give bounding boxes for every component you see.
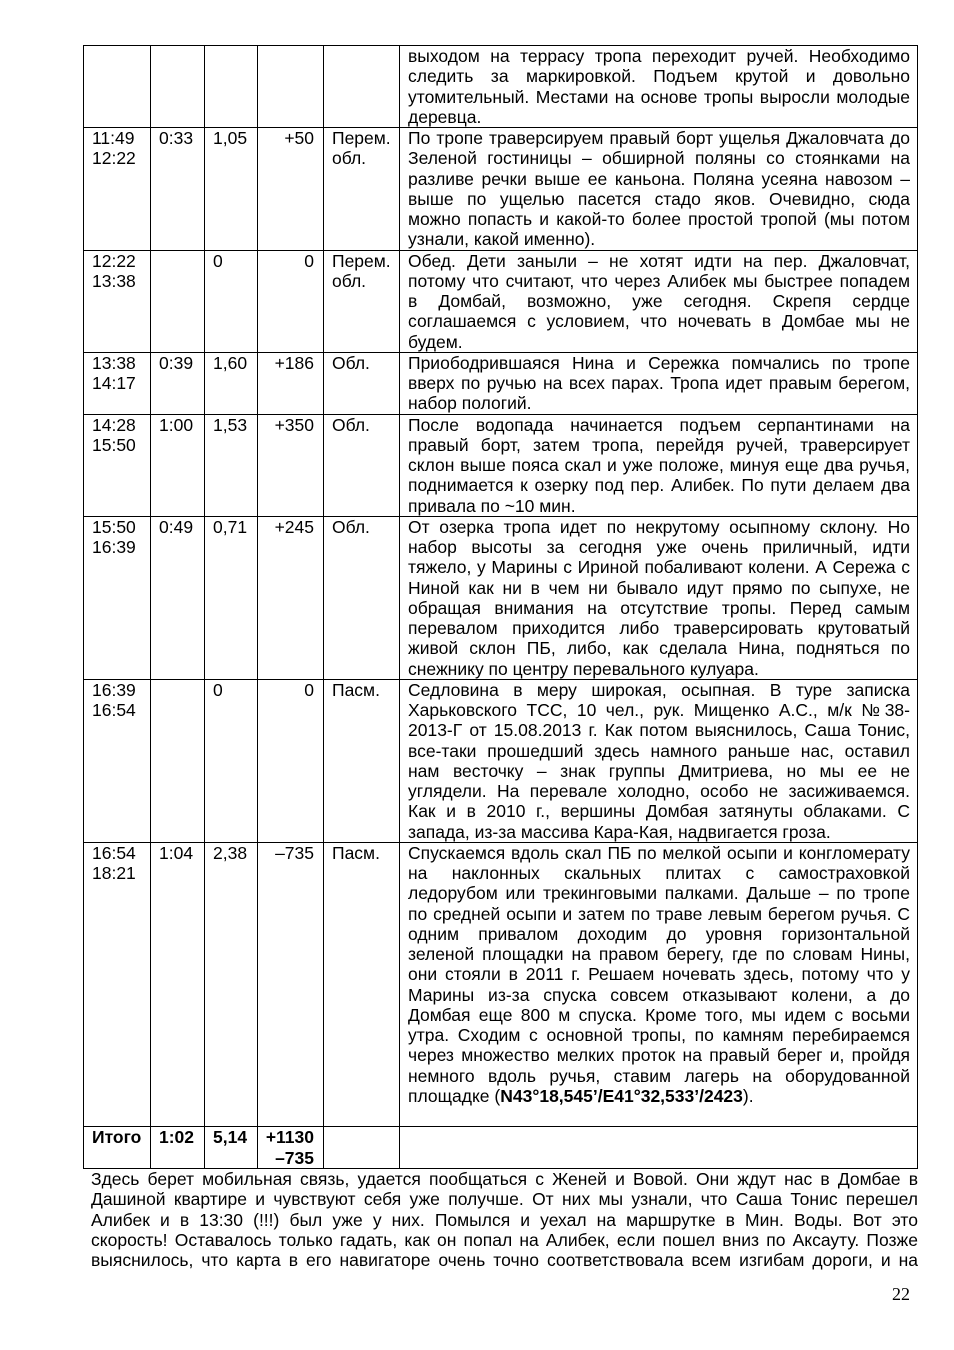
table-row bbox=[84, 842, 918, 1127]
time-start: 11:49 bbox=[92, 128, 135, 148]
description-line: Спускаемся вдоль скал ПБ по мелкой осыпи и конгломерату bbox=[408, 842, 910, 863]
total-description-cell bbox=[400, 1127, 918, 1169]
description-line: привала по ~10 мин. bbox=[408, 495, 576, 516]
description-line: немного вдоль ручья, ставим лагерь на оборудованной bbox=[408, 1065, 910, 1086]
table-row bbox=[84, 516, 918, 679]
time-cell bbox=[84, 128, 151, 251]
description-line: они стояли в 2011 г. Решаем ночевать здесь, потому что у bbox=[408, 964, 910, 985]
description-line: Зеленой гостиницы – обширной поляны со стоянками на bbox=[408, 148, 910, 169]
time-cell bbox=[84, 352, 151, 414]
description-line: перевалом приходится либо траверсировать крутоватый bbox=[408, 618, 910, 638]
description-line: тяжело, у Марины с Ириной побаливают колени. А Сережа с bbox=[408, 557, 910, 578]
total-distance: 5,14 bbox=[205, 1127, 258, 1169]
description-line bbox=[408, 1106, 910, 1126]
description-line: снежнику по центру перевального кулуара. bbox=[408, 658, 759, 679]
time-end: 16:54 bbox=[92, 700, 136, 720]
description-cell bbox=[400, 679, 918, 842]
after-table-paragraph bbox=[91, 1169, 918, 1270]
description-line: Обед. Дети заныли – не хотят идти на пер. Джаловчат, bbox=[408, 250, 910, 271]
description-line: поднимается к озерку под пер. Алибек. По пути делаем два bbox=[408, 475, 910, 496]
time-start: 12:22 bbox=[92, 250, 136, 271]
description-line: следить за маркировкой. Подъем крутой и довольно bbox=[408, 66, 910, 87]
duration-cell bbox=[151, 679, 205, 842]
description-line: зеленой площадки на правом берегу, где по словам Нины, bbox=[408, 944, 910, 964]
total-elevation-down: –735 bbox=[275, 1147, 314, 1168]
table-row bbox=[84, 679, 918, 842]
description-line: живой склон ПБ, либо, как сделала Нина, подняться по bbox=[408, 638, 910, 659]
time-cell bbox=[84, 414, 151, 516]
description-line: запада, из-за массива Кара-Кая, надвигается гроза. bbox=[408, 821, 831, 842]
description-line: выходом на террасу тропа переходит ручей. Необходимо bbox=[408, 46, 910, 66]
distance-cell: 0 bbox=[205, 250, 258, 352]
time-end: 14:17 bbox=[92, 373, 136, 393]
description-line: выше по ущелью пасется стадо яков. Очевидно, сюда bbox=[408, 188, 910, 209]
time-cell bbox=[84, 46, 151, 128]
duration-cell: 1:04 bbox=[151, 842, 205, 1127]
table-row bbox=[84, 128, 918, 251]
description-cell bbox=[400, 842, 918, 1127]
duration-cell: 0:33 bbox=[151, 128, 205, 251]
description-line bbox=[408, 1086, 910, 1106]
elevation-cell bbox=[258, 46, 324, 128]
duration-cell: 1:00 bbox=[151, 414, 205, 516]
time-end: 15:50 bbox=[92, 434, 136, 455]
weather-cell bbox=[324, 46, 400, 128]
description-line: соглашаемся с условием, что ночевать в Домбае мы не bbox=[408, 311, 910, 332]
distance-cell: 2,38 bbox=[205, 842, 258, 1127]
time-end: 18:21 bbox=[92, 863, 136, 883]
description-line: От озерка тропа идет по некрутому осыпному склону. Но bbox=[408, 516, 910, 537]
description-segment: ). bbox=[742, 1085, 754, 1106]
route-table-total bbox=[84, 1127, 918, 1169]
description-line: Как и в 2010 г., вершины Домбая затянуты облаками. С bbox=[408, 801, 910, 822]
description-line: нам весточку – знак группы Дмитриева, но мы ее не bbox=[408, 760, 910, 781]
duration-cell bbox=[151, 46, 205, 128]
description-line: набор пологий. bbox=[408, 393, 532, 414]
description-line: узнали, какой именно). bbox=[408, 229, 596, 250]
description-line: правый борт, затем тропа, перейдя ручей, траверсирует bbox=[408, 434, 910, 455]
weather-cell: Обл. bbox=[324, 352, 400, 414]
table-row bbox=[84, 46, 918, 128]
description-cell bbox=[400, 46, 918, 128]
total-elevation bbox=[258, 1127, 324, 1169]
paragraph-line: выяснилось, что карта в его навигаторе очень точно соответствовала всем изгибам дороги, и на bbox=[91, 1250, 918, 1270]
table-row bbox=[84, 414, 918, 516]
elevation-cell: +245 bbox=[258, 516, 324, 679]
description-line: По тропе траверсируем правый борт ущелья Джаловчата до bbox=[408, 128, 910, 148]
description-line: вверх по ручью на всех парах. Тропа идет правым берегом, bbox=[408, 373, 910, 393]
description-segment: площадке ( bbox=[408, 1085, 501, 1106]
elevation-cell: 0 bbox=[258, 250, 324, 352]
distance-cell: 0,71 bbox=[205, 516, 258, 679]
time-end: 13:38 bbox=[92, 270, 136, 291]
description-line: Харьковского ТСС, 10 чел., рук. Мищенко А.С., м/к №38- bbox=[408, 700, 910, 720]
paragraph-line: Дашиной квартире и чувствуют себя уже получше. От них мы узнали, что Саша Тонис перешел bbox=[91, 1189, 918, 1210]
total-row bbox=[84, 1127, 918, 1169]
distance-cell: 0 bbox=[205, 679, 258, 842]
time-cell bbox=[84, 516, 151, 679]
description-line: склон выше пояса скал и уже положе, минуя еще два ручья, bbox=[408, 455, 910, 475]
description-line: Ниной как ни в чем ни бывало идут прямо по сыпухе, не bbox=[408, 577, 910, 598]
description-line: 2013-Г от 15.08.2013 г. Как потом выяснилось, Саша Тонис, bbox=[408, 720, 910, 741]
total-elevation-up: +1130 bbox=[265, 1127, 314, 1148]
distance-cell: 1,60 bbox=[205, 352, 258, 414]
route-table-body bbox=[84, 46, 918, 1127]
description-line: Седловина в меру широкая, осыпная. В туре записка bbox=[408, 679, 910, 700]
description-line: обращая внимания на отсутствие тропы. Перед самым bbox=[408, 597, 910, 618]
description-line: После водопада начинается подъем серпантинами на bbox=[408, 414, 910, 435]
weather-cell: Обл. bbox=[324, 516, 400, 679]
duration-cell bbox=[151, 250, 205, 352]
description-line: утра. Сходим с основной тропы, по камням перебираемся bbox=[408, 1025, 910, 1045]
description-line: будем. bbox=[408, 331, 463, 352]
description-cell bbox=[400, 414, 918, 516]
table-row bbox=[84, 352, 918, 414]
description-line: ледорубом или трекинговыми палками. Дальше – по тропе bbox=[408, 883, 910, 904]
total-duration: 1:02 bbox=[151, 1127, 205, 1169]
description-line: все-таки прошедший здесь намного раньше нас, оставил bbox=[408, 740, 910, 761]
weather-cell: Пасм. bbox=[324, 679, 400, 842]
description-line: Приободрившаяся Нина и Сережка помчались по тропе bbox=[408, 352, 910, 373]
description-line: одним привалом доходим до уровня горизонтальной bbox=[408, 923, 910, 944]
description-cell bbox=[400, 516, 918, 679]
elevation-cell: +186 bbox=[258, 352, 324, 414]
time-cell bbox=[84, 842, 151, 1127]
time-start: 16:39 bbox=[92, 679, 136, 700]
time-start: 15:50 bbox=[92, 516, 136, 537]
description-line: утомительный. Местами на основе тропы выросли молодые bbox=[408, 86, 910, 107]
total-weather-cell bbox=[324, 1127, 400, 1169]
description-line: можно попасть и какой-то более простой тропой (мы потом bbox=[408, 209, 910, 229]
time-cell bbox=[84, 679, 151, 842]
description-line: потому что считают, что через Алибек мы быстрее попадем bbox=[408, 270, 910, 291]
elevation-cell: +50 bbox=[258, 128, 324, 251]
distance-cell: 1,53 bbox=[205, 414, 258, 516]
description-line: Марины из-за спуска совсем отказывают колени, а до bbox=[408, 984, 910, 1005]
description-cell bbox=[400, 128, 918, 251]
weather-cell: Пасм. bbox=[324, 842, 400, 1127]
duration-cell: 0:39 bbox=[151, 352, 205, 414]
time-start: 14:28 bbox=[92, 414, 136, 435]
time-end: 12:22 bbox=[92, 148, 136, 169]
time-start: 13:38 bbox=[92, 352, 136, 373]
elevation-cell: 0 bbox=[258, 679, 324, 842]
paragraph-line: Здесь берет мобильная связь, удается пообщаться с Женей и Вовой. Они ждут нас в Домбае в bbox=[91, 1169, 918, 1189]
description-line: по средней осыпи и затем по траве левым берегом ручья. С bbox=[408, 903, 910, 924]
weather-cell: Перем. обл. bbox=[324, 128, 400, 251]
time-start: 16:54 bbox=[92, 842, 136, 863]
distance-cell: 1,05 bbox=[205, 128, 258, 251]
coordinates-text: N43°18,545’/E41°32,533’/2423 bbox=[500, 1085, 743, 1106]
description-line: в Домбай, возможно, уже сегодня. Скрепя сердце bbox=[408, 291, 910, 311]
duration-cell: 0:49 bbox=[151, 516, 205, 679]
elevation-cell: –735 bbox=[258, 842, 324, 1127]
description-line: на наклонных скальных плитах с самостраховкой bbox=[408, 863, 910, 883]
distance-cell bbox=[205, 46, 258, 128]
description-line: набор высоты за сегодня уже очень приличный, идти bbox=[408, 537, 910, 557]
page-number: 22 bbox=[892, 1284, 910, 1304]
paragraph-line: скорость! Оставалось только гадать, как он попал на Алибек, если пошел вниз по Аксауту. Позже bbox=[91, 1229, 918, 1250]
time-end: 16:39 bbox=[92, 537, 136, 557]
description-line: углядели. На перевале холодно, особо не засиживаемся. bbox=[408, 781, 910, 801]
description-cell bbox=[400, 250, 918, 352]
description-line: через множество мелких проток на правый берег и, пройдя bbox=[408, 1045, 910, 1066]
description-line: разливе речки выше ее каньона. Поляна усеяна навозом – bbox=[408, 168, 910, 189]
weather-cell: Обл. bbox=[324, 414, 400, 516]
table-row bbox=[84, 250, 918, 352]
time-cell bbox=[84, 250, 151, 352]
weather-cell: Перем. обл. bbox=[324, 250, 400, 352]
description-cell bbox=[400, 352, 918, 414]
route-log-table bbox=[83, 45, 918, 1169]
total-label: Итого bbox=[84, 1127, 151, 1169]
elevation-cell: +350 bbox=[258, 414, 324, 516]
description-line: деревца. bbox=[408, 106, 482, 127]
description-line: Домбая еще 800 м спуска. Кроме того, мы идем с восьми bbox=[408, 1004, 910, 1025]
paragraph-line: Алибек и в 13:30 (!!!) был уже у них. Помылся и уехал на маршрутке в Мин. Воды. Вот это bbox=[91, 1209, 918, 1230]
